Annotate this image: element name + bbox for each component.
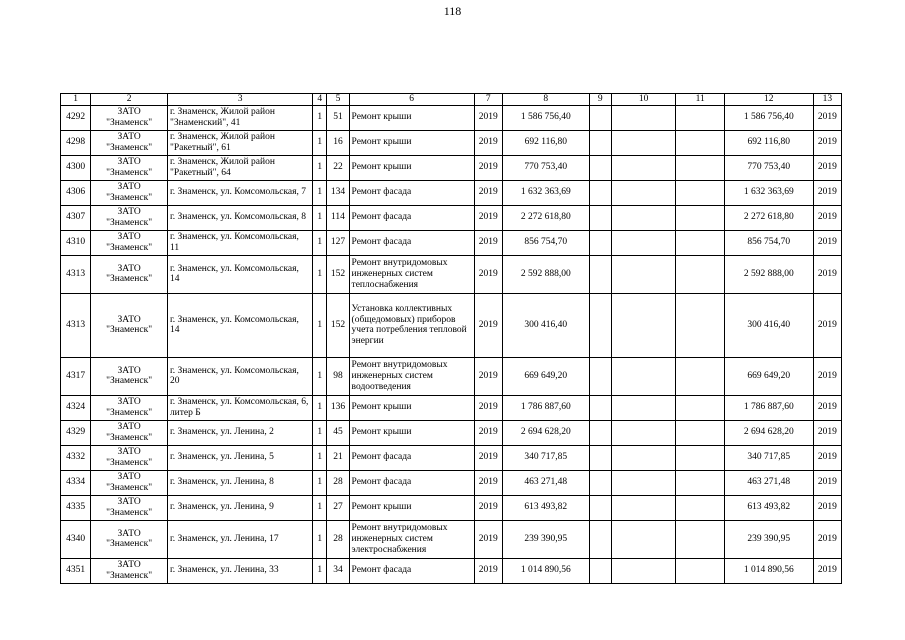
column-header: 2 xyxy=(91,94,168,106)
address-cell: г. Знаменск, Жилой район "Ракетный", 64 xyxy=(167,155,312,180)
col4-cell: 1 xyxy=(313,395,327,420)
municipality-name: "Знаменск" xyxy=(106,142,153,153)
col13-year-cell: 2019 xyxy=(813,357,841,395)
cost-cell: 2 272 618,80 xyxy=(502,205,589,230)
row-id-cell: 4317 xyxy=(61,357,91,395)
work-type-cell: Ремонт фасада xyxy=(349,180,474,205)
col11-cell xyxy=(676,180,724,205)
col11-cell xyxy=(676,130,724,155)
row-id-cell: 4298 xyxy=(61,130,91,155)
col10-cell xyxy=(611,230,676,255)
municipality-type: ЗАТО xyxy=(117,422,141,432)
col12-cost-cell: 613 493,82 xyxy=(724,495,813,520)
work-type-cell: Установка коллективных (общедомовых) приборов учета потребления тепловой энергии xyxy=(349,293,474,357)
col5-cell: 152 xyxy=(327,293,349,357)
col9-cell xyxy=(589,445,611,470)
address-cell: г. Знаменск, ул. Ленина, 33 xyxy=(167,558,312,583)
municipality-type: ЗАТО xyxy=(117,263,141,274)
work-type-cell: Ремонт внутридомовых инженерных систем водоотведения xyxy=(349,357,474,395)
col11-cell xyxy=(676,205,724,230)
municipality-cell xyxy=(91,357,168,395)
col10-cell xyxy=(611,395,676,420)
address-cell: г. Знаменск, ул. Комсомольская, 7 xyxy=(167,180,312,205)
work-type-cell: Ремонт фасада xyxy=(349,205,474,230)
col9-cell xyxy=(589,495,611,520)
col5-cell: 22 xyxy=(327,155,349,180)
table-row xyxy=(61,520,842,558)
col5-cell: 127 xyxy=(327,230,349,255)
col9-cell xyxy=(589,558,611,583)
address-cell: г. Знаменск, Жилой район "Знаменский", 41 xyxy=(167,105,312,130)
col11-cell xyxy=(676,495,724,520)
column-header: 3 xyxy=(167,94,312,106)
work-type-cell: Ремонт фасада xyxy=(349,230,474,255)
column-header: 11 xyxy=(676,94,724,106)
row-id-cell: 4307 xyxy=(61,205,91,230)
year-cell: 2019 xyxy=(474,445,502,470)
col4-cell: 1 xyxy=(313,130,327,155)
col12-cost-cell: 463 271,48 xyxy=(724,470,813,495)
address-cell: г. Знаменск, ул. Комсомольская, 8 xyxy=(167,205,312,230)
municipality-name: "Знаменск" xyxy=(106,117,153,128)
col4-cell: 1 xyxy=(313,420,327,445)
cost-cell: 692 116,80 xyxy=(502,130,589,155)
col13-year-cell: 2019 xyxy=(813,155,841,180)
cost-cell: 856 754,70 xyxy=(502,230,589,255)
table-body xyxy=(61,105,842,583)
municipality-name: "Знаменск" xyxy=(106,570,153,581)
col5-cell: 34 xyxy=(327,558,349,583)
work-type-cell: Ремонт крыши xyxy=(349,130,474,155)
municipality-name: "Знаменск" xyxy=(106,507,153,518)
col4-cell: 1 xyxy=(313,105,327,130)
page-number: 118 xyxy=(443,4,462,18)
col10-cell xyxy=(611,357,676,395)
year-cell: 2019 xyxy=(474,205,502,230)
col10-cell xyxy=(611,470,676,495)
col11-cell xyxy=(676,255,724,293)
year-cell: 2019 xyxy=(474,558,502,583)
cost-cell: 1 014 890,56 xyxy=(502,558,589,583)
col10-cell xyxy=(611,293,676,357)
col5-cell: 114 xyxy=(327,205,349,230)
col5-cell: 136 xyxy=(327,395,349,420)
col11-cell xyxy=(676,470,724,495)
municipality-cell xyxy=(91,230,168,255)
col9-cell xyxy=(589,395,611,420)
year-cell: 2019 xyxy=(474,470,502,495)
work-type-cell: Ремонт фасада xyxy=(349,470,474,495)
work-type-cell: Ремонт фасада xyxy=(349,445,474,470)
address-cell: г. Знаменск, ул. Ленина, 17 xyxy=(167,520,312,558)
col13-year-cell: 2019 xyxy=(813,420,841,445)
year-cell: 2019 xyxy=(474,155,502,180)
column-header: 8 xyxy=(502,94,589,106)
column-header: 5 xyxy=(327,94,349,106)
municipality-type: ЗАТО xyxy=(117,560,141,570)
col10-cell xyxy=(611,180,676,205)
municipality-type: ЗАТО xyxy=(117,157,141,167)
col9-cell xyxy=(589,205,611,230)
col5-cell: 28 xyxy=(327,520,349,558)
municipality-type: ЗАТО xyxy=(117,497,141,507)
cost-cell: 770 753,40 xyxy=(502,155,589,180)
col4-cell: 1 xyxy=(313,520,327,558)
col5-cell: 51 xyxy=(327,105,349,130)
col10-cell xyxy=(611,445,676,470)
row-id-cell: 4332 xyxy=(61,445,91,470)
col11-cell xyxy=(676,445,724,470)
column-header: 9 xyxy=(589,94,611,106)
col4-cell: 1 xyxy=(313,230,327,255)
address-cell: г. Знаменск, ул. Ленина, 8 xyxy=(167,470,312,495)
column-header: 4 xyxy=(313,94,327,106)
column-header: 1 xyxy=(61,94,91,106)
municipality-name: "Знаменск" xyxy=(106,167,153,178)
header-row xyxy=(61,94,842,106)
cost-cell: 340 717,85 xyxy=(502,445,589,470)
table-row xyxy=(61,230,842,255)
address-cell: г. Знаменск, ул. Ленина, 5 xyxy=(167,445,312,470)
col12-cost-cell: 1 586 756,40 xyxy=(724,105,813,130)
row-id-cell: 4329 xyxy=(61,420,91,445)
municipality-cell xyxy=(91,470,168,495)
col5-cell: 45 xyxy=(327,420,349,445)
row-id-cell: 4324 xyxy=(61,395,91,420)
col13-year-cell: 2019 xyxy=(813,230,841,255)
works-table xyxy=(60,93,842,584)
address-cell: г. Знаменск, Жилой район "Ракетный", 61 xyxy=(167,130,312,155)
col13-year-cell: 2019 xyxy=(813,470,841,495)
col4-cell: 1 xyxy=(313,205,327,230)
municipality-cell xyxy=(91,495,168,520)
row-id-cell: 4313 xyxy=(61,293,91,357)
table-row xyxy=(61,255,842,293)
col5-cell: 152 xyxy=(327,255,349,293)
col10-cell xyxy=(611,558,676,583)
municipality-cell xyxy=(91,558,168,583)
municipality-cell xyxy=(91,520,168,558)
cost-cell: 1 632 363,69 xyxy=(502,180,589,205)
col11-cell xyxy=(676,105,724,130)
table-row xyxy=(61,357,842,395)
year-cell: 2019 xyxy=(474,420,502,445)
col13-year-cell: 2019 xyxy=(813,180,841,205)
col12-cost-cell: 669 649,20 xyxy=(724,357,813,395)
address-cell: г. Знаменск, ул. Ленина, 2 xyxy=(167,420,312,445)
address-cell: г. Знаменск, ул. Комсомольская, 11 xyxy=(167,230,312,255)
year-cell: 2019 xyxy=(474,520,502,558)
table-row xyxy=(61,105,842,130)
col5-cell: 28 xyxy=(327,470,349,495)
col12-cost-cell: 2 272 618,80 xyxy=(724,205,813,230)
col4-cell: 1 xyxy=(313,255,327,293)
address-cell: г. Знаменск, ул. Комсомольская, 14 xyxy=(167,255,312,293)
table-row xyxy=(61,155,842,180)
address-cell: г. Знаменск, ул. Комсомольская, 14 xyxy=(167,293,312,357)
col13-year-cell: 2019 xyxy=(813,520,841,558)
year-cell: 2019 xyxy=(474,357,502,395)
address-cell: г. Знаменск, ул. Комсомольская, 6, литер Б xyxy=(167,395,312,420)
col11-cell xyxy=(676,293,724,357)
year-cell: 2019 xyxy=(474,130,502,155)
column-header: 7 xyxy=(474,94,502,106)
col12-cost-cell: 300 416,40 xyxy=(724,293,813,357)
municipality-type: ЗАТО xyxy=(117,397,141,407)
col12-cost-cell: 856 754,70 xyxy=(724,230,813,255)
table-row xyxy=(61,420,842,445)
col13-year-cell: 2019 xyxy=(813,395,841,420)
col4-cell: 1 xyxy=(313,495,327,520)
cost-cell: 463 271,48 xyxy=(502,470,589,495)
row-id-cell: 4313 xyxy=(61,255,91,293)
col13-year-cell: 2019 xyxy=(813,495,841,520)
col9-cell xyxy=(589,130,611,155)
col10-cell xyxy=(611,205,676,230)
municipality-name: "Знаменск" xyxy=(106,274,153,285)
table-row xyxy=(61,495,842,520)
municipality-type: ЗАТО xyxy=(117,182,141,192)
municipality-cell xyxy=(91,420,168,445)
municipality-name: "Знаменск" xyxy=(106,325,153,336)
year-cell: 2019 xyxy=(474,230,502,255)
col10-cell xyxy=(611,155,676,180)
municipality-name: "Знаменск" xyxy=(106,407,153,418)
municipality-cell xyxy=(91,395,168,420)
work-type-cell: Ремонт внутридомовых инженерных систем теплоснабжения xyxy=(349,255,474,293)
cost-cell: 669 649,20 xyxy=(502,357,589,395)
col9-cell xyxy=(589,180,611,205)
municipality-cell xyxy=(91,155,168,180)
municipality-type: ЗАТО xyxy=(117,132,141,142)
row-id-cell: 4310 xyxy=(61,230,91,255)
cost-cell: 239 390,95 xyxy=(502,520,589,558)
column-header: 6 xyxy=(349,94,474,106)
year-cell: 2019 xyxy=(474,395,502,420)
municipality-type: ЗАТО xyxy=(117,365,141,376)
municipality-cell xyxy=(91,205,168,230)
cost-cell: 300 416,40 xyxy=(502,293,589,357)
col13-year-cell: 2019 xyxy=(813,205,841,230)
table-row xyxy=(61,205,842,230)
column-header: 13 xyxy=(813,94,841,106)
col13-year-cell: 2019 xyxy=(813,445,841,470)
row-id-cell: 4292 xyxy=(61,105,91,130)
table-row xyxy=(61,395,842,420)
col12-cost-cell: 692 116,80 xyxy=(724,130,813,155)
col9-cell xyxy=(589,520,611,558)
col10-cell xyxy=(611,495,676,520)
year-cell: 2019 xyxy=(474,495,502,520)
municipality-type: ЗАТО xyxy=(117,314,141,325)
col5-cell: 16 xyxy=(327,130,349,155)
row-id-cell: 4334 xyxy=(61,470,91,495)
col5-cell: 27 xyxy=(327,495,349,520)
work-type-cell: Ремонт крыши xyxy=(349,395,474,420)
col11-cell xyxy=(676,420,724,445)
column-header: 10 xyxy=(611,94,676,106)
cost-cell: 613 493,82 xyxy=(502,495,589,520)
table-row xyxy=(61,445,842,470)
col11-cell xyxy=(676,558,724,583)
col11-cell xyxy=(676,395,724,420)
row-id-cell: 4300 xyxy=(61,155,91,180)
cost-cell: 2 694 628,20 xyxy=(502,420,589,445)
col5-cell: 21 xyxy=(327,445,349,470)
column-header: 12 xyxy=(724,94,813,106)
cost-cell: 2 592 888,00 xyxy=(502,255,589,293)
municipality-cell xyxy=(91,445,168,470)
row-id-cell: 4351 xyxy=(61,558,91,583)
municipality-name: "Знаменск" xyxy=(106,376,153,387)
col9-cell xyxy=(589,255,611,293)
municipality-cell xyxy=(91,180,168,205)
col9-cell xyxy=(589,357,611,395)
col9-cell xyxy=(589,420,611,445)
col9-cell xyxy=(589,230,611,255)
row-id-cell: 4335 xyxy=(61,495,91,520)
work-type-cell: Ремонт внутридомовых инженерных систем электроснабжения xyxy=(349,520,474,558)
col9-cell xyxy=(589,105,611,130)
municipality-type: ЗАТО xyxy=(117,447,141,457)
municipality-name: "Знаменск" xyxy=(106,192,153,203)
col11-cell xyxy=(676,230,724,255)
col4-cell: 1 xyxy=(313,558,327,583)
work-type-cell: Ремонт крыши xyxy=(349,495,474,520)
municipality-name: "Знаменск" xyxy=(106,539,153,550)
year-cell: 2019 xyxy=(474,180,502,205)
municipality-name: "Знаменск" xyxy=(106,457,153,468)
col5-cell: 98 xyxy=(327,357,349,395)
col10-cell xyxy=(611,130,676,155)
col13-year-cell: 2019 xyxy=(813,558,841,583)
col12-cost-cell: 340 717,85 xyxy=(724,445,813,470)
municipality-cell xyxy=(91,105,168,130)
municipality-name: "Знаменск" xyxy=(106,432,153,443)
cost-cell: 1 586 756,40 xyxy=(502,105,589,130)
col4-cell: 1 xyxy=(313,470,327,495)
table-row xyxy=(61,558,842,583)
col11-cell xyxy=(676,155,724,180)
col4-cell: 1 xyxy=(313,357,327,395)
work-type-cell: Ремонт крыши xyxy=(349,155,474,180)
col4-cell: 1 xyxy=(313,155,327,180)
col12-cost-cell: 1 632 363,69 xyxy=(724,180,813,205)
col10-cell xyxy=(611,105,676,130)
year-cell: 2019 xyxy=(474,255,502,293)
work-type-cell: Ремонт крыши xyxy=(349,105,474,130)
row-id-cell: 4340 xyxy=(61,520,91,558)
col13-year-cell: 2019 xyxy=(813,130,841,155)
municipality-type: ЗАТО xyxy=(117,107,141,117)
col10-cell xyxy=(611,520,676,558)
table-row xyxy=(61,293,842,357)
municipality-type: ЗАТО xyxy=(117,207,141,217)
municipality-cell xyxy=(91,293,168,357)
col4-cell: 1 xyxy=(313,180,327,205)
col4-cell: 1 xyxy=(313,445,327,470)
col10-cell xyxy=(611,420,676,445)
col9-cell xyxy=(589,293,611,357)
col11-cell xyxy=(676,520,724,558)
col13-year-cell: 2019 xyxy=(813,255,841,293)
municipality-cell xyxy=(91,255,168,293)
row-id-cell: 4306 xyxy=(61,180,91,205)
col12-cost-cell: 239 390,95 xyxy=(724,520,813,558)
table-row xyxy=(61,470,842,495)
work-type-cell: Ремонт крыши xyxy=(349,420,474,445)
cost-cell: 1 786 887,60 xyxy=(502,395,589,420)
col13-year-cell: 2019 xyxy=(813,105,841,130)
col9-cell xyxy=(589,155,611,180)
municipality-name: "Знаменск" xyxy=(106,217,153,228)
year-cell: 2019 xyxy=(474,293,502,357)
municipality-name: "Знаменск" xyxy=(106,482,153,493)
col12-cost-cell: 2 592 888,00 xyxy=(724,255,813,293)
municipality-cell xyxy=(91,130,168,155)
col12-cost-cell: 1 014 890,56 xyxy=(724,558,813,583)
col10-cell xyxy=(611,255,676,293)
col5-cell: 134 xyxy=(327,180,349,205)
col12-cost-cell: 770 753,40 xyxy=(724,155,813,180)
municipality-name: "Знаменск" xyxy=(106,242,153,253)
municipality-type: ЗАТО xyxy=(117,472,141,482)
address-cell: г. Знаменск, ул. Ленина, 9 xyxy=(167,495,312,520)
address-cell: г. Знаменск, ул. Комсомольская, 20 xyxy=(167,357,312,395)
municipality-type: ЗАТО xyxy=(117,528,141,539)
table-row xyxy=(61,180,842,205)
col12-cost-cell: 2 694 628,20 xyxy=(724,420,813,445)
year-cell: 2019 xyxy=(474,105,502,130)
col4-cell: 1 xyxy=(313,293,327,357)
col9-cell xyxy=(589,470,611,495)
col13-year-cell: 2019 xyxy=(813,293,841,357)
col12-cost-cell: 1 786 887,60 xyxy=(724,395,813,420)
work-type-cell: Ремонт фасада xyxy=(349,558,474,583)
municipality-type: ЗАТО xyxy=(117,232,141,242)
table-row xyxy=(61,130,842,155)
col11-cell xyxy=(676,357,724,395)
